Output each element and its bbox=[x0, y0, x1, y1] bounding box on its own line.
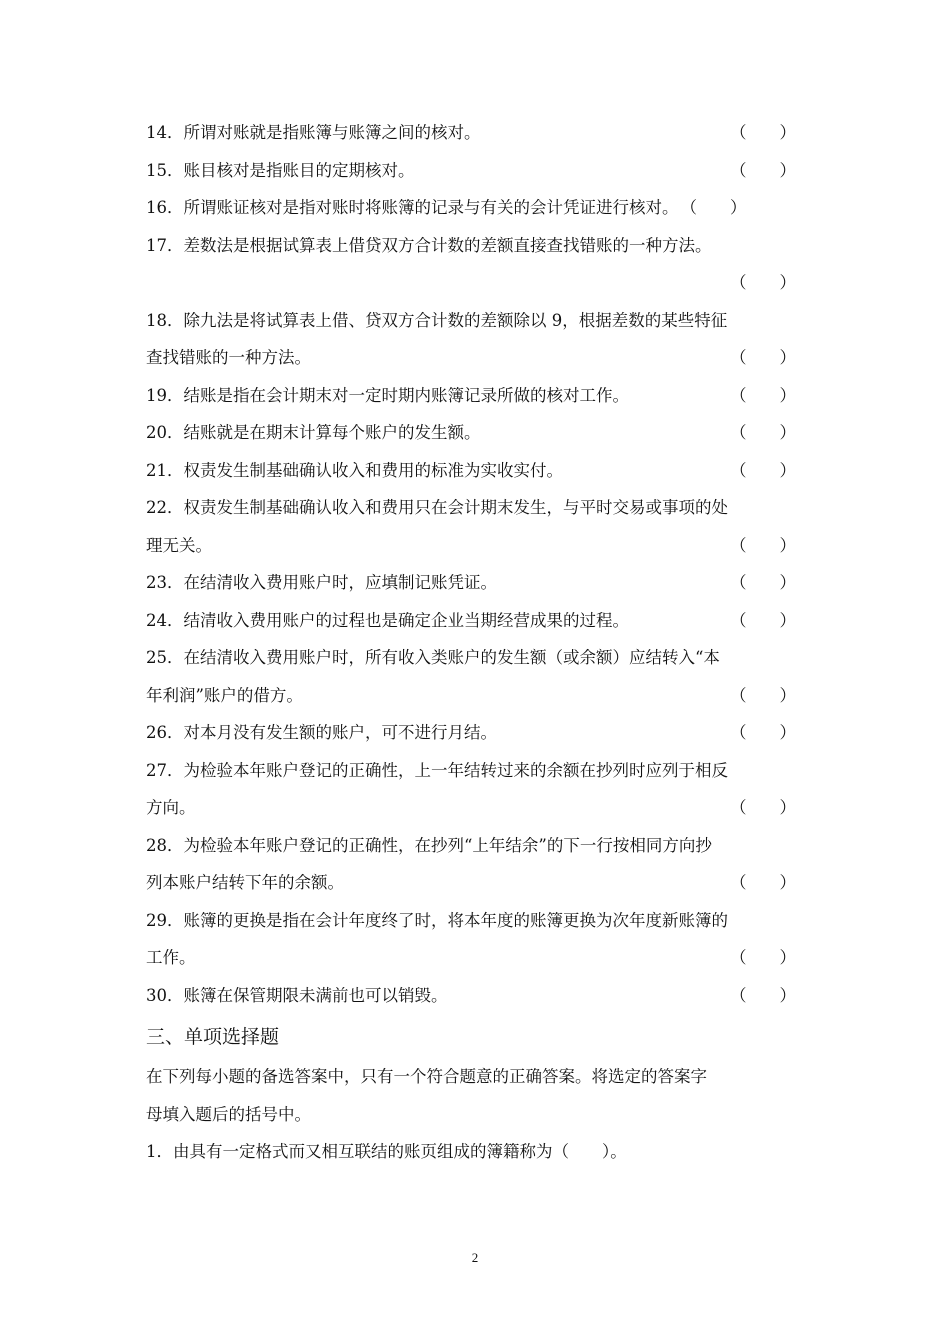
question-line bbox=[146, 264, 806, 302]
answer-parentheses: （ ） bbox=[730, 385, 796, 405]
answer-parentheses: （ ） bbox=[730, 123, 796, 142]
question-text: 14．所谓对账就是指账簿与账簿之间的核对。 bbox=[146, 123, 481, 142]
answer-parentheses: （ ） bbox=[730, 685, 796, 705]
question-text: 27．为检验本年账户登记的正确性，上一年结转过来的余额在抄列时应列于相反 bbox=[146, 760, 728, 780]
answer-parentheses: （ ） bbox=[730, 348, 796, 367]
question-line bbox=[146, 302, 806, 340]
question-text: 26．对本月没有发生额的账户，可不进行月结。 bbox=[146, 723, 497, 742]
question-text: 年利润”账户的借方。 bbox=[146, 685, 303, 705]
question-text: 17．差数法是根据试算表上借贷双方合计数的差额直接查找错账的一种方法。 bbox=[146, 235, 712, 255]
question-line bbox=[146, 114, 806, 152]
question-text: 30．账簿在保管期限未满前也可以销毁。 bbox=[146, 985, 448, 1005]
question-text: 25．在结清收入费用账户时，所有收入类账户的发生额（或余额）应结转入“本 bbox=[146, 648, 720, 667]
question-line bbox=[146, 827, 806, 865]
answer-parentheses: （ ） bbox=[730, 873, 796, 892]
answer-parentheses: （ ） bbox=[730, 160, 796, 180]
answer-parentheses: （ ） bbox=[730, 423, 796, 442]
question-line bbox=[146, 152, 806, 190]
section-heading: 三、单项选择题 bbox=[146, 1026, 280, 1048]
question-line bbox=[146, 977, 806, 1015]
question-text: 查找错账的一种方法。 bbox=[146, 348, 311, 367]
question-text: 16．所谓账证核对是指对账时将账簿的记录与有关的会计凭证进行核对。 bbox=[146, 198, 679, 217]
answer-parentheses: （ ） bbox=[730, 535, 796, 555]
answer-parentheses: （ ） bbox=[730, 798, 796, 817]
page-number: 2 bbox=[471, 1250, 479, 1265]
question-text: 方向。 bbox=[146, 798, 196, 817]
question-text: 工作。 bbox=[146, 948, 196, 967]
answer-parentheses: （ ） bbox=[730, 273, 796, 292]
question-line bbox=[146, 714, 806, 752]
question-text: 24．结清收入费用账户的过程也是确定企业当期经营成果的过程。 bbox=[146, 610, 629, 630]
question-line bbox=[146, 939, 806, 977]
question-line bbox=[146, 414, 806, 452]
question-line bbox=[146, 564, 806, 602]
question-text: 列本账户结转下年的余额。 bbox=[146, 873, 344, 892]
question-line bbox=[146, 339, 806, 377]
question-text: 理无关。 bbox=[146, 535, 212, 555]
question-line bbox=[146, 377, 806, 415]
question-text: 21．权责发生制基础确认收入和费用的标准为实收实付。 bbox=[146, 460, 563, 480]
question-line bbox=[146, 752, 806, 790]
question-line bbox=[146, 902, 806, 940]
question-line bbox=[146, 602, 806, 640]
answer-parentheses: （ ） bbox=[730, 610, 796, 630]
question-line bbox=[146, 677, 806, 715]
question-line bbox=[146, 639, 806, 677]
question-text: 18．除九法是将试算表上借、贷双方合计数的差额除以 9，根据差数的某些特征 bbox=[146, 310, 728, 330]
choice-question-1: 1．由具有一定格式而又相互联结的账页组成的簿籍称为（ ）。 bbox=[146, 1142, 627, 1161]
answer-parentheses: （ ） bbox=[730, 723, 796, 742]
question-text: 23．在结清收入费用账户时，应填制记账凭证。 bbox=[146, 573, 497, 592]
answer-parentheses: （ ） bbox=[730, 985, 796, 1005]
question-text: 28．为检验本年账户登记的正确性，在抄列“上年结余”的下一行按相同方向抄 bbox=[146, 835, 712, 855]
question-text: 29．账簿的更换是指在会计年度终了时，将本年度的账簿更换为次年度新账簿的 bbox=[146, 910, 728, 930]
question-line bbox=[146, 527, 806, 565]
question-text: 19．结账是指在会计期末对一定时期内账簿记录所做的核对工作。 bbox=[146, 385, 629, 405]
answer-parentheses: （ ） bbox=[730, 460, 796, 480]
true-false-questions bbox=[146, 114, 806, 1014]
instructions-line-2: 母填入题后的括号中。 bbox=[146, 1104, 311, 1124]
question-line bbox=[146, 789, 806, 827]
answer-parentheses: （ ） bbox=[680, 198, 747, 217]
question-text: 15．账目核对是指账目的定期核对。 bbox=[146, 160, 415, 180]
question-line bbox=[146, 489, 806, 527]
instructions-line-1: 在下列每小题的备选答案中，只有一个符合题意的正确答案。将选定的答案字 bbox=[146, 1067, 707, 1086]
answer-parentheses: （ ） bbox=[730, 948, 796, 967]
question-line bbox=[146, 189, 806, 227]
question-text: 20．结账就是在期末计算每个账户的发生额。 bbox=[146, 423, 481, 442]
document-body bbox=[146, 114, 806, 1171]
question-line bbox=[146, 864, 806, 902]
question-text: 22．权责发生制基础确认收入和费用只在会计期末发生，与平时交易或事项的处 bbox=[146, 498, 728, 517]
answer-parentheses: （ ） bbox=[730, 573, 796, 592]
question-line bbox=[146, 452, 806, 490]
question-line bbox=[146, 227, 806, 265]
